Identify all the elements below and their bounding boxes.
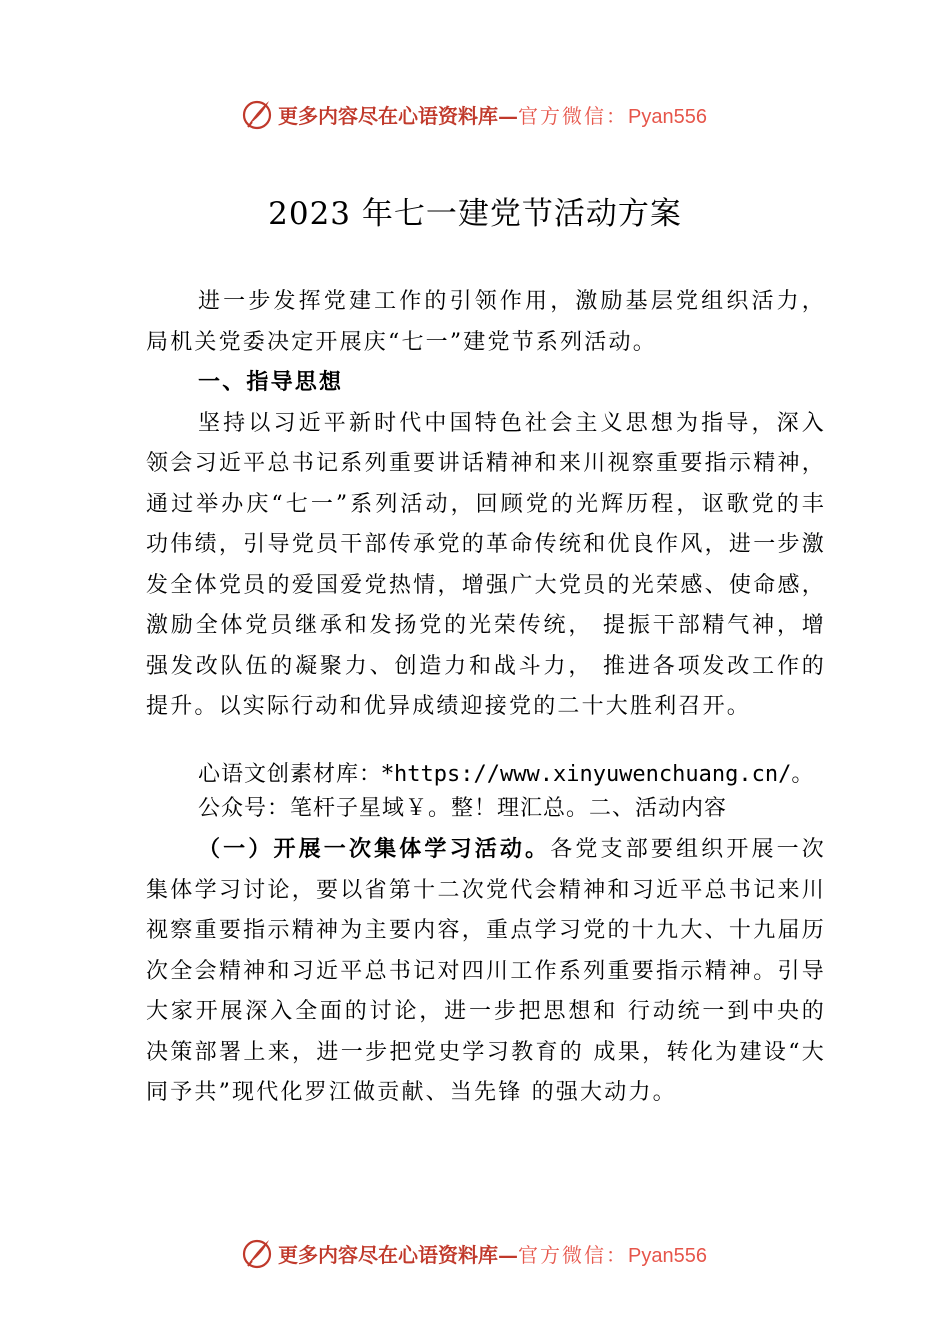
activity-item-1 — [146, 829, 826, 1114]
source-note-line-1 — [146, 758, 826, 792]
banner-main-text: 更多内容尽在心语资料库— — [278, 1242, 518, 1267]
source-note-prefix: 心语文创素材库：* — [198, 762, 395, 787]
banner-wechat-label: 官方微信： — [518, 1242, 628, 1267]
document-title: 2023 年七一建党节活动方案 — [268, 196, 682, 232]
source-note — [146, 758, 826, 826]
banner-text — [278, 100, 707, 129]
guiding-thought-paragraph: 坚持以习近平新时代中国特色社会主义思想为指导，深入领会习近平总书记系列重要讲话精神和来川视察重要指示精神，通过举办庆“七一”系列活动，回顾党的光辉历程，讴歌党的丰功伟绩，引导党员干部传承党的革命传统和优良作风，进一步激发全体党员的爱国爱党热情，增强广大党员的光荣感、使命感，激励全体党员继承和发扬党的光荣传统， 提振干部精气神，增强发改队伍的凝聚力、创造力和战斗力， 推进各项发改工作的提升。以实际行动和优异成绩迎接党的二十大胜利召开。 — [146, 410, 826, 719]
source-note-suffix: 。 — [791, 762, 815, 787]
footer-banner — [240, 1235, 840, 1271]
banner-wechat-id: Pyan556 — [628, 105, 707, 128]
header-banner — [240, 96, 840, 132]
document-body — [146, 282, 826, 728]
activity-item-1-text: 各党支部要组织开展一次集体学习讨论，要以省第十二次党代会精神和习近平总书记来川视察重要指示精神为主要内容，重点学习党的十九大、十九届历次全会精神和习近平总书记对四川工作系列重要指示精神。引导大家开展深入全面的讨论，进一步把思想和 行动统一到中央的决策部署上来，进一步把党史学习教育的 成果，转化为建设“大同予共”现代化罗江做贡献、当先锋 的强大动力。 — [146, 837, 826, 1105]
source-note-url: https://www.xinyuwenchuang.cn/ — [394, 762, 792, 787]
banner-main-text: 更多内容尽在心语资料库— — [278, 103, 518, 128]
feather-pen-logo-icon — [240, 97, 274, 131]
feather-pen-logo-icon — [240, 1236, 274, 1270]
banner-text — [278, 1239, 707, 1268]
source-note-line-2: 公众号：笔杆子星域￥。整！理汇总。二、活动内容 — [198, 796, 728, 821]
banner-wechat-id: Pyan556 — [628, 1244, 707, 1267]
activity-section — [146, 829, 826, 1114]
activity-item-1-lead: （一）开展一次集体学习活动。 — [198, 836, 551, 862]
banner-wechat-label: 官方微信： — [518, 103, 628, 128]
section-heading-guiding-thought: 一、指导思想 — [198, 370, 344, 395]
intro-paragraph: 进一步发挥党建工作的引领作用，激励基层党组织活力，局机关党委决定开展庆“七一”建党节系列活动。 — [146, 289, 826, 355]
